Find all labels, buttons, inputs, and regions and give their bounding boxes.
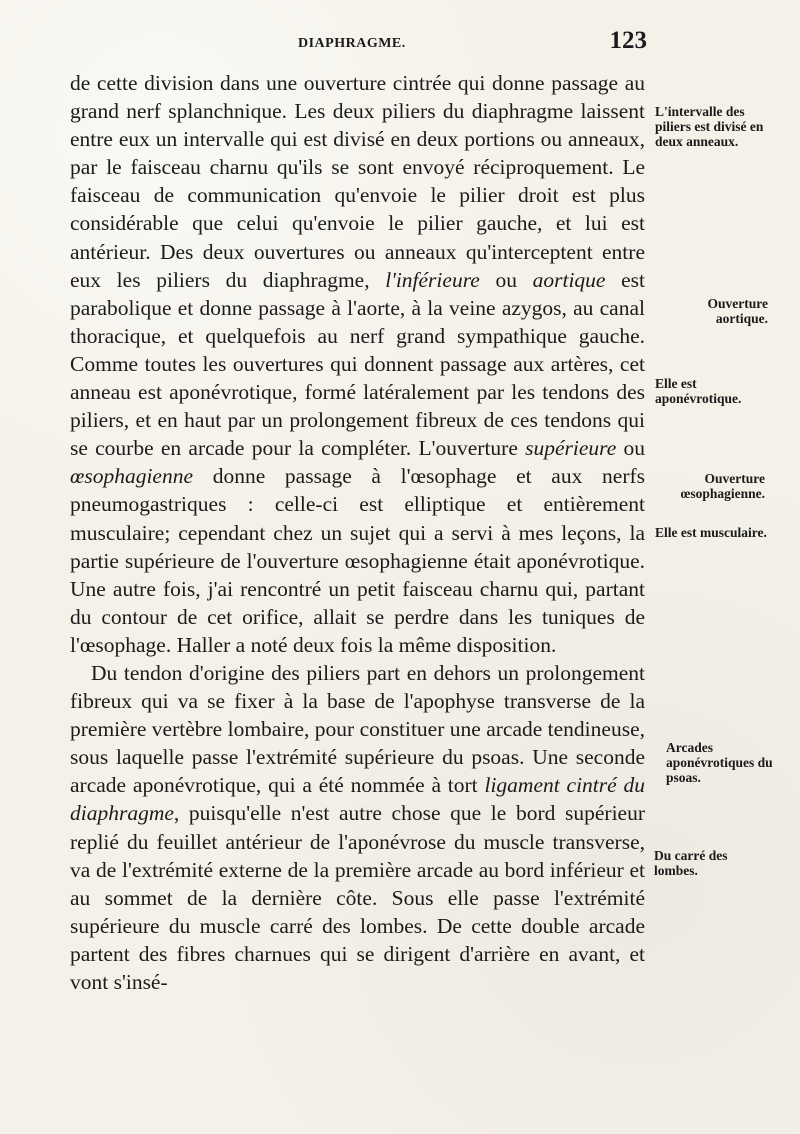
italic-term-aortique: aortique bbox=[532, 267, 606, 292]
italic-term-superieure: supérieure bbox=[525, 436, 617, 461]
running-header: DIAPHRAGME. bbox=[298, 36, 406, 51]
margin-note-intervalle: L'intervalle des piliers est divisé en deux anneaux. bbox=[655, 104, 764, 149]
margin-note-ouverture-aortique: Ouverture aortique. bbox=[707, 296, 768, 326]
margin-note-ouverture-oesophagienne: Ouverture œsophagienne. bbox=[680, 471, 765, 501]
paragraph-1-before: de cette division dans une ouverture cintrée qui donne passage au grand nerf splanchnique. Les deux piliers du diaphragme laissent entre eux un intervalle qui est divisé en deux portions ou anneaux, par le faisceau charnu qu'ils se sont envoyé réciproquement. Le faisceau de communication qu'envoie le pilier droit est plus considérable que celui qu'envoie le pilier gauche, et lui est antérieur. Des deux ouvertures ou anneaux qu'interceptent entre eux les piliers du diaphragme, bbox=[70, 71, 645, 292]
paragraph-2-after: , puisqu'elle n'est autre chose que le bord supérieur replié du feuillet antérieur de l'aponévrose du muscle transverse, va de l'extrémité externe de la première arcade au bord inférieur et au sommet de la dernière côte. Sous elle passe l'extrémité supérieure du muscle carré des lombes. De cette double arcade partent des fibres charnues qui se dirigent d'arrière en avant, et vont s'insé- bbox=[70, 801, 645, 994]
italic-term-oesophagienne: œsophagienne bbox=[70, 464, 194, 489]
paragraph-2-before: Du tendon d'origine des piliers part en dehors un prolongement fibreux qui va se fixer à la base de l'apophyse transverse de la première vertèbre lombaire, pour constituer une arcade tendineuse, sous laquelle passe l'extrémité supérieure du psoas. Une seconde arcade aponévrotique, qui a été nommée à tort bbox=[70, 660, 645, 798]
italic-term-ligament: ligament cintré du diaphragme bbox=[70, 773, 646, 826]
page-number: 123 bbox=[609, 27, 647, 54]
margin-note-arcades-psoas: Arcades aponévrotiques du psoas. bbox=[666, 740, 773, 785]
margin-note-musculaire: Elle est musculaire. bbox=[655, 525, 767, 540]
italic-term-inferieure: l'inférieure bbox=[385, 267, 480, 292]
margin-note-carre-lombes: Du carré des lombes. bbox=[654, 848, 728, 878]
paragraph-2 bbox=[70, 659, 645, 996]
paragraph-1-middle-2: est parabolique et donne passage à l'aorte, à la veine azygos, au canal thoracique, et quelquefois au nerf grand sympathique gauche. Comme toutes les ouvertures qui donnent passage aux artères, cet anneau est aponévrotique, formé latéralement par les tendons des piliers, et en haut par un prolongement fibreux de ces tendons qui se courbe en arcade pour la compléter. L'ouverture bbox=[70, 267, 645, 461]
paragraph-1-middle-3: ou bbox=[616, 436, 645, 461]
paragraph-1-after: donne passage à l'œsophage et aux nerfs pneumogastriques : celle-ci est elliptique et entièrement musculaire; cependant chez un sujet qui a servi à mes leçons, la partie supérieure de l'ouverture œsophagienne était aponévrotique. Une autre fois, j'ai rencontré un petit faisceau charnu qui, partant du contour de cet orifice, allait se perdre dans les tuniques de l'œsophage. Haller a noté deux fois la même disposition. bbox=[70, 464, 645, 657]
margin-note-aponevrotique: Elle est aponévrotique. bbox=[655, 376, 742, 406]
paragraph-1 bbox=[70, 69, 645, 659]
main-text-column bbox=[70, 69, 645, 996]
paragraph-1-middle-1: ou bbox=[479, 267, 533, 292]
